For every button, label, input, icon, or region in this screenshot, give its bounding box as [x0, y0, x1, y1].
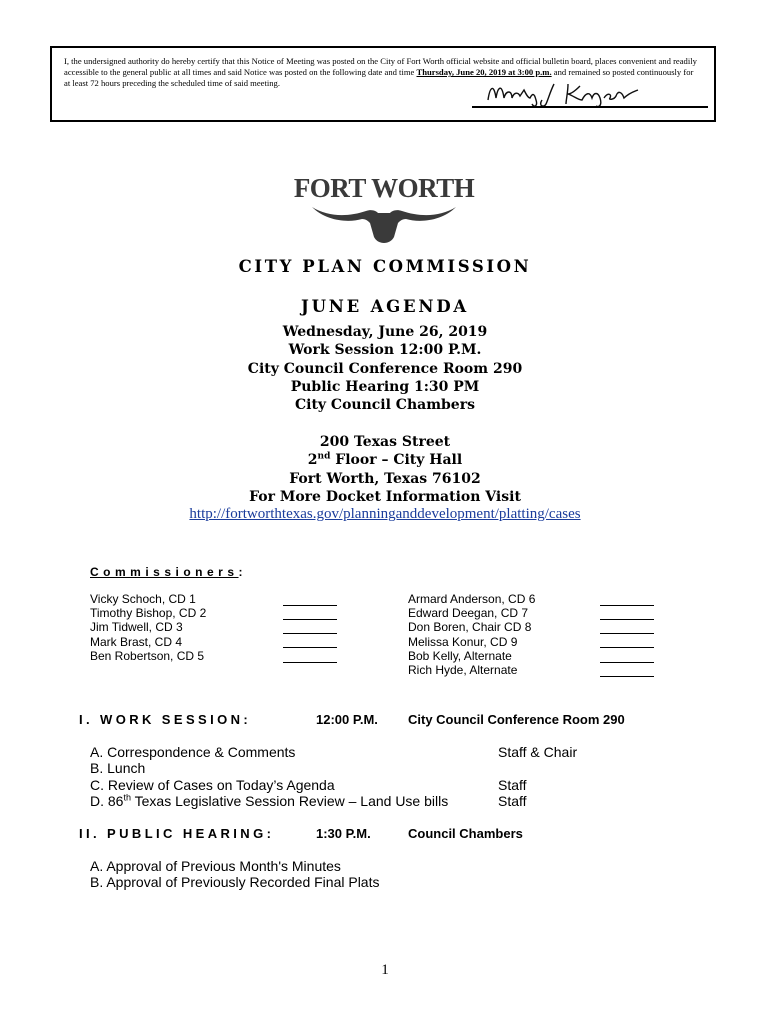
notice-date-time: Thursday, June 20, 2019 at 3:00 p.m. — [416, 67, 552, 78]
list-item: B. Lunch — [90, 760, 146, 777]
notice-text-after: and remained so posted continuously for at least 72 hours preceding the scheduled time of said meeting. — [64, 67, 694, 89]
signature — [482, 78, 682, 108]
agenda-subtitle: JUNE AGENDA — [300, 297, 470, 316]
list-item — [90, 793, 448, 809]
address-info — [0, 433, 770, 506]
item-prefix: D. 86 — [90, 793, 124, 810]
attendance-blank — [283, 619, 337, 620]
street-address: 200 Texas Street — [319, 434, 451, 450]
attendance-blank — [283, 647, 337, 648]
meeting-date: Wednesday, June 26, 2019 — [282, 324, 488, 340]
work-session-items — [90, 744, 448, 810]
floor-info — [0, 451, 770, 469]
commissioners-right-column — [408, 592, 535, 677]
list-item: A. Correspondence & Comments — [90, 744, 296, 760]
notice-box — [50, 46, 716, 122]
commissioner-name: Bob Kelly, Alternate — [408, 648, 512, 663]
item-rest: Texas Legislative Session Review – Land Use bills — [130, 793, 449, 810]
commissioner-name: Edward Deegan, CD 7 — [408, 606, 529, 621]
attendance-blank — [283, 605, 337, 606]
list-item: A. Approval of Previous Month's Minutes — [90, 858, 341, 874]
meeting-info — [0, 323, 770, 414]
longhorn-icon — [293, 173, 475, 245]
public-hearing-items — [90, 858, 379, 891]
list-item: C. Review of Cases on Today’s Agenda — [90, 776, 335, 793]
attendance-blank — [283, 633, 337, 634]
item-superscript: th — [123, 792, 131, 803]
attendance-blank — [600, 676, 654, 677]
attendance-blank — [600, 662, 654, 663]
attendance-blank — [600, 619, 654, 620]
work-session-time: Work Session 12:00 P.M. — [288, 342, 482, 359]
list-item: B. Approval of Previously Recorded Final Plats — [90, 874, 380, 891]
attendance-blank — [600, 647, 654, 648]
public-hearing-location: Council Chambers — [408, 826, 523, 841]
commissioner-name: Rich Hyde, Alternate — [408, 663, 518, 678]
attendance-blank — [283, 662, 337, 663]
page-number: 1 — [381, 962, 389, 978]
commissioner-name: Jim Tidwell, CD 3 — [90, 620, 183, 635]
commissioner-name: Don Boren, Chair CD 8 — [408, 620, 532, 635]
floor-number: 2 — [307, 452, 318, 469]
commissioners-heading — [90, 565, 247, 579]
floor-suffix: nd — [317, 451, 331, 462]
attendance-blank — [600, 605, 654, 606]
public-hearing-heading: II. PUBLIC HEARING: — [79, 826, 275, 841]
responsible-party: Staff & Chair — [498, 744, 578, 760]
responsible-party — [498, 760, 577, 776]
commissioners-heading-text: Commissioners — [90, 565, 239, 579]
commissioner-name: Timothy Bishop, CD 2 — [90, 606, 207, 621]
public-hearing-start: 1:30 P.M. — [316, 826, 371, 841]
commissioner-name: Ben Robertson, CD 5 — [90, 648, 205, 663]
logo-text: FORT WORTH — [293, 173, 475, 203]
work-session-start: 12:00 P.M. — [316, 712, 378, 727]
responsible-party: Staff — [498, 776, 527, 793]
docket-link[interactable]: http://fortworthtexas.gov/planninganddevelopment/platting/cases — [189, 506, 581, 522]
work-session-responsible — [498, 744, 577, 810]
work-session-location: City Council Conference Room 290 — [408, 712, 625, 727]
commissioner-name: Melissa Konur, CD 9 — [408, 634, 518, 649]
work-session-heading: I. WORK SESSION: — [79, 712, 252, 727]
docket-info: For More Docket Information Visit — [249, 488, 521, 505]
notice-text-before: I, the undersigned authority do hereby certify that this Notice of Meeting was posted on the City of Fort Worth official website and official bulletin board, places convenient and readily accessible to the general public at all times and said Notice was posted on the following date and time — [64, 56, 697, 78]
responsible-party: Staff — [498, 793, 527, 810]
fort-worth-logo — [293, 173, 475, 245]
commissioner-name: Vicky Schoch, CD 1 — [90, 592, 196, 606]
page-title: CITY PLAN COMMISSION — [238, 257, 532, 276]
attendance-blank — [600, 633, 654, 634]
signature-line — [472, 106, 708, 108]
commissioners-heading-colon: : — [238, 565, 248, 579]
commissioner-name: Mark Brast, CD 4 — [90, 634, 183, 649]
city-state-zip: Fort Worth, Texas 76102 — [289, 470, 481, 487]
public-hearing-time: Public Hearing 1:30 PM — [290, 378, 480, 395]
commissioners-left-column — [90, 592, 206, 663]
conference-room: City Council Conference Room 290 — [247, 360, 523, 377]
floor-rest: Floor – City Hall — [330, 452, 463, 469]
council-chambers: City Council Chambers — [295, 397, 475, 414]
commissioner-name: Armard Anderson, CD 6 — [408, 592, 536, 606]
